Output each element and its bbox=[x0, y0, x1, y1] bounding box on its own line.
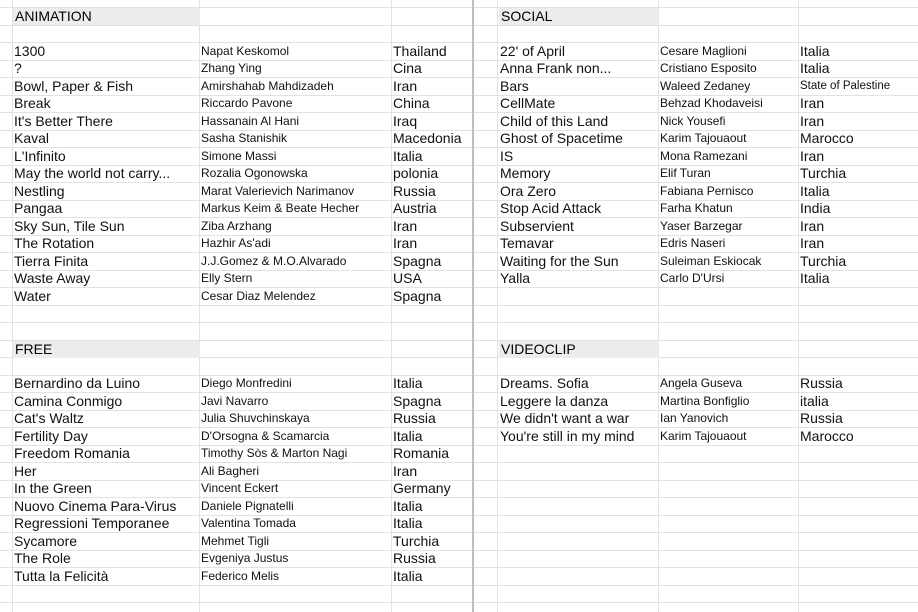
cell-country[interactable]: State of Palestine bbox=[800, 79, 891, 92]
cell-title[interactable]: Cat's Waltz bbox=[14, 410, 84, 426]
cell-author[interactable]: Waleed Zedaney bbox=[660, 78, 751, 93]
cell-country[interactable]: Germany bbox=[393, 480, 451, 496]
cell-title[interactable]: We didn't want a war bbox=[500, 410, 630, 426]
cell-author[interactable]: Simone Massi bbox=[201, 148, 277, 163]
cell-country[interactable]: Spagna bbox=[393, 392, 442, 409]
section-header-animation[interactable]: ANIMATION bbox=[13, 8, 200, 25]
cell-country[interactable]: Iraq bbox=[393, 112, 418, 129]
cell-title[interactable]: L'Infinito bbox=[14, 147, 66, 164]
cell-country[interactable]: Cina bbox=[393, 60, 422, 76]
cell-author[interactable]: Rozalia Ogonowska bbox=[201, 166, 308, 180]
cell-country[interactable]: Russia bbox=[393, 410, 436, 426]
cell-author[interactable]: Hazhir As'adi bbox=[201, 236, 271, 250]
cell-country[interactable]: Iran bbox=[800, 147, 825, 164]
cell-author[interactable]: Napat Keskomol bbox=[201, 43, 290, 58]
cell-title[interactable]: May the world not carry... bbox=[14, 165, 171, 181]
cell-author[interactable]: Daniele Pignatelli bbox=[201, 498, 294, 513]
cell-author[interactable]: Vincent Eckert bbox=[201, 481, 279, 495]
cell-author[interactable]: Timothy Sòs & Marton Nagi bbox=[201, 446, 348, 460]
cell-title[interactable]: Tierra Finita bbox=[14, 252, 89, 269]
cell-title[interactable]: Camina Conmigo bbox=[14, 392, 123, 409]
cell-title[interactable]: Fertility Day bbox=[14, 427, 88, 444]
cell-country[interactable]: Marocco bbox=[800, 427, 854, 444]
cell-author[interactable]: Elly Stern bbox=[201, 271, 253, 285]
cell-author[interactable]: Carlo D'Ursi bbox=[660, 271, 725, 285]
cell-country[interactable]: Austria bbox=[393, 200, 437, 216]
cell-author[interactable]: Yaser Barzegar bbox=[660, 218, 743, 233]
cell-author[interactable]: Ali Bagheri bbox=[201, 463, 260, 478]
cell-author[interactable]: Ziba Arzhang bbox=[201, 218, 272, 233]
cell-country[interactable]: Italia bbox=[393, 567, 423, 584]
cell-title[interactable]: Ghost of Spacetime bbox=[500, 130, 623, 146]
cell-author[interactable]: Ian Yanovich bbox=[660, 411, 729, 425]
row-gridline bbox=[0, 602, 918, 603]
cell-author[interactable]: Markus Keim & Beate Hecher bbox=[201, 201, 360, 215]
cell-title[interactable]: Dreams. Sofia bbox=[500, 375, 589, 391]
cell-author[interactable]: Suleiman Eskiocak bbox=[660, 253, 762, 268]
cell-author[interactable]: Evgeniya Justus bbox=[201, 551, 289, 565]
cell-author[interactable]: Cesare Maglioni bbox=[660, 43, 747, 58]
cell-author[interactable]: Edris Naseri bbox=[660, 236, 726, 250]
cell-country[interactable]: polonia bbox=[393, 165, 439, 181]
section-header-free[interactable]: FREE bbox=[13, 341, 200, 358]
cell-title[interactable]: The Rotation bbox=[14, 235, 95, 251]
cell-title[interactable]: Stop Acid Attack bbox=[500, 200, 602, 216]
cell-country[interactable]: Italia bbox=[393, 515, 423, 531]
section-header-videoclip[interactable]: VIDEOCLIP bbox=[499, 341, 659, 358]
cell-title[interactable]: Leggere la danza bbox=[500, 392, 609, 409]
cell-title[interactable]: Her bbox=[14, 462, 37, 479]
section-header-social[interactable]: SOCIAL bbox=[499, 8, 659, 25]
cell-author[interactable]: Karim Tajouaout bbox=[660, 428, 747, 443]
cell-title[interactable]: Break bbox=[14, 95, 51, 111]
cell-author[interactable]: Mona Ramezani bbox=[660, 148, 748, 163]
cell-title[interactable]: IS bbox=[500, 147, 514, 164]
cell-author[interactable]: Valentina Tomada bbox=[201, 516, 296, 530]
cell-country[interactable]: Macedonia bbox=[393, 130, 462, 146]
cell-author[interactable]: Cristiano Esposito bbox=[660, 61, 757, 75]
cell-author[interactable]: Behzad Khodaveisi bbox=[660, 96, 763, 110]
cell-author[interactable]: Mehmet Tigli bbox=[201, 533, 270, 548]
cell-country[interactable]: Iran bbox=[393, 462, 418, 479]
cell-country[interactable]: Iran bbox=[800, 112, 825, 129]
cell-title[interactable]: 22' of April bbox=[500, 42, 565, 59]
cell-title[interactable]: It's Better There bbox=[14, 112, 113, 129]
cell-title[interactable]: Bernardino da Luino bbox=[14, 375, 141, 391]
cell-author[interactable]: Farha Khatun bbox=[660, 201, 733, 215]
cell-country[interactable]: Iran bbox=[800, 217, 825, 234]
cell-country[interactable]: China bbox=[393, 95, 430, 111]
cell-country[interactable]: Turchia bbox=[393, 532, 440, 549]
cell-title[interactable]: Bowl, Paper & Fish bbox=[14, 77, 134, 94]
cell-title[interactable]: Regressioni Temporanee bbox=[14, 515, 170, 531]
cell-title[interactable]: Tutta la Felicità bbox=[14, 567, 109, 584]
cell-country[interactable]: Spagna bbox=[393, 287, 442, 304]
cell-country[interactable]: Marocco bbox=[800, 130, 854, 146]
row-gridline bbox=[0, 305, 918, 306]
cell-author[interactable]: Angela Guseva bbox=[660, 376, 743, 390]
cell-title[interactable]: ? bbox=[14, 60, 22, 76]
cell-country[interactable]: Iran bbox=[800, 95, 825, 111]
cell-author[interactable]: Julia Shuvchinskaya bbox=[201, 411, 310, 425]
cell-country[interactable]: USA bbox=[393, 270, 422, 286]
cell-author[interactable]: Sasha Stanishik bbox=[201, 131, 288, 145]
cell-title[interactable]: Child of this Land bbox=[500, 112, 609, 129]
cell-country[interactable]: Turchia bbox=[800, 165, 847, 181]
cell-country[interactable]: India bbox=[800, 200, 831, 216]
cell-country[interactable]: Russia bbox=[800, 410, 843, 426]
column-gridline bbox=[497, 0, 498, 612]
cell-author[interactable]: Cesar Diaz Melendez bbox=[201, 288, 316, 303]
cell-title[interactable]: Freedom Romania bbox=[14, 445, 130, 461]
cell-author[interactable]: Fabiana Pernisco bbox=[660, 183, 754, 198]
cell-author[interactable]: Amirshahab Mahdizadeh bbox=[201, 78, 334, 93]
cell-author[interactable]: Nick Yousefi bbox=[660, 113, 726, 128]
cell-country[interactable]: Italia bbox=[800, 42, 830, 59]
cell-country[interactable]: Thailand bbox=[393, 42, 447, 59]
cell-country[interactable]: italia bbox=[800, 392, 829, 409]
cell-author[interactable]: Martina Bonfiglio bbox=[660, 393, 750, 408]
cell-title[interactable]: Sky Sun, Tile Sun bbox=[14, 217, 125, 234]
cell-title[interactable]: Water bbox=[14, 287, 51, 304]
cell-title[interactable]: Nestling bbox=[14, 182, 65, 199]
cell-title[interactable]: Subservient bbox=[500, 217, 574, 234]
cell-country[interactable]: Russia bbox=[800, 375, 843, 391]
cell-title[interactable]: Sycamore bbox=[14, 532, 78, 549]
cell-author[interactable]: Hassanain Al Hani bbox=[201, 113, 300, 128]
cell-country[interactable]: Italia bbox=[800, 270, 830, 286]
cell-author[interactable]: Federico Melis bbox=[201, 568, 280, 583]
cell-author[interactable]: Javi Navarro bbox=[201, 393, 269, 408]
cell-country[interactable]: Iran bbox=[393, 217, 418, 234]
cell-author[interactable]: Elif Turan bbox=[660, 166, 711, 180]
cell-country[interactable]: Iran bbox=[800, 235, 825, 251]
cell-country[interactable]: Italia bbox=[800, 60, 830, 76]
cell-title[interactable]: Ora Zero bbox=[500, 182, 557, 199]
cell-country[interactable]: Italia bbox=[393, 497, 423, 514]
cell-author[interactable]: Riccardo Pavone bbox=[201, 96, 293, 110]
cell-title[interactable]: Anna Frank non... bbox=[500, 60, 612, 76]
cell-title[interactable]: Kaval bbox=[14, 130, 50, 146]
cell-title[interactable]: Pangaa bbox=[14, 200, 63, 216]
cell-country[interactable]: Iran bbox=[393, 235, 418, 251]
cell-title[interactable]: Waste Away bbox=[14, 270, 91, 286]
cell-author[interactable]: J.J.Gomez & M.O.Alvarado bbox=[201, 253, 347, 268]
cell-country[interactable]: Turchia bbox=[800, 252, 847, 269]
column-divider bbox=[472, 0, 474, 612]
row-gridline bbox=[0, 585, 918, 586]
cell-author[interactable]: Marat Valerievich Narimanov bbox=[201, 183, 355, 198]
cell-country[interactable]: Russia bbox=[393, 182, 436, 199]
cell-country[interactable]: Spagna bbox=[393, 252, 442, 269]
cell-country[interactable]: Italia bbox=[393, 375, 423, 391]
cell-author[interactable]: Zhang Ying bbox=[201, 61, 262, 75]
row-gridline bbox=[0, 322, 918, 323]
cell-title[interactable]: Yalla bbox=[500, 270, 531, 286]
cell-title[interactable]: CellMate bbox=[500, 95, 556, 111]
cell-country[interactable]: Italia bbox=[393, 427, 423, 444]
cell-title[interactable]: In the Green bbox=[14, 480, 92, 496]
cell-country[interactable]: Russia bbox=[393, 550, 436, 566]
cell-title[interactable]: You're still in my mind bbox=[500, 427, 635, 444]
cell-author[interactable]: Karim Tajouaout bbox=[660, 131, 747, 145]
cell-country[interactable]: Iran bbox=[393, 77, 418, 94]
cell-title[interactable]: Temavar bbox=[500, 235, 554, 251]
cell-title[interactable]: Bars bbox=[500, 77, 529, 94]
cell-country[interactable]: Romania bbox=[393, 445, 450, 461]
cell-title[interactable]: Memory bbox=[500, 165, 551, 181]
cell-country[interactable]: Italia bbox=[393, 147, 423, 164]
cell-title[interactable]: Nuovo Cinema Para-Virus bbox=[14, 497, 177, 514]
cell-title[interactable]: 1300 bbox=[14, 42, 46, 59]
cell-country[interactable]: Italia bbox=[800, 182, 830, 199]
cell-author[interactable]: Diego Monfredini bbox=[201, 376, 292, 390]
cell-title[interactable]: Waiting for the Sun bbox=[500, 252, 619, 269]
cell-author[interactable]: D'Orsogna & Scamarcia bbox=[201, 428, 330, 443]
cell-title[interactable]: The Role bbox=[14, 550, 71, 566]
